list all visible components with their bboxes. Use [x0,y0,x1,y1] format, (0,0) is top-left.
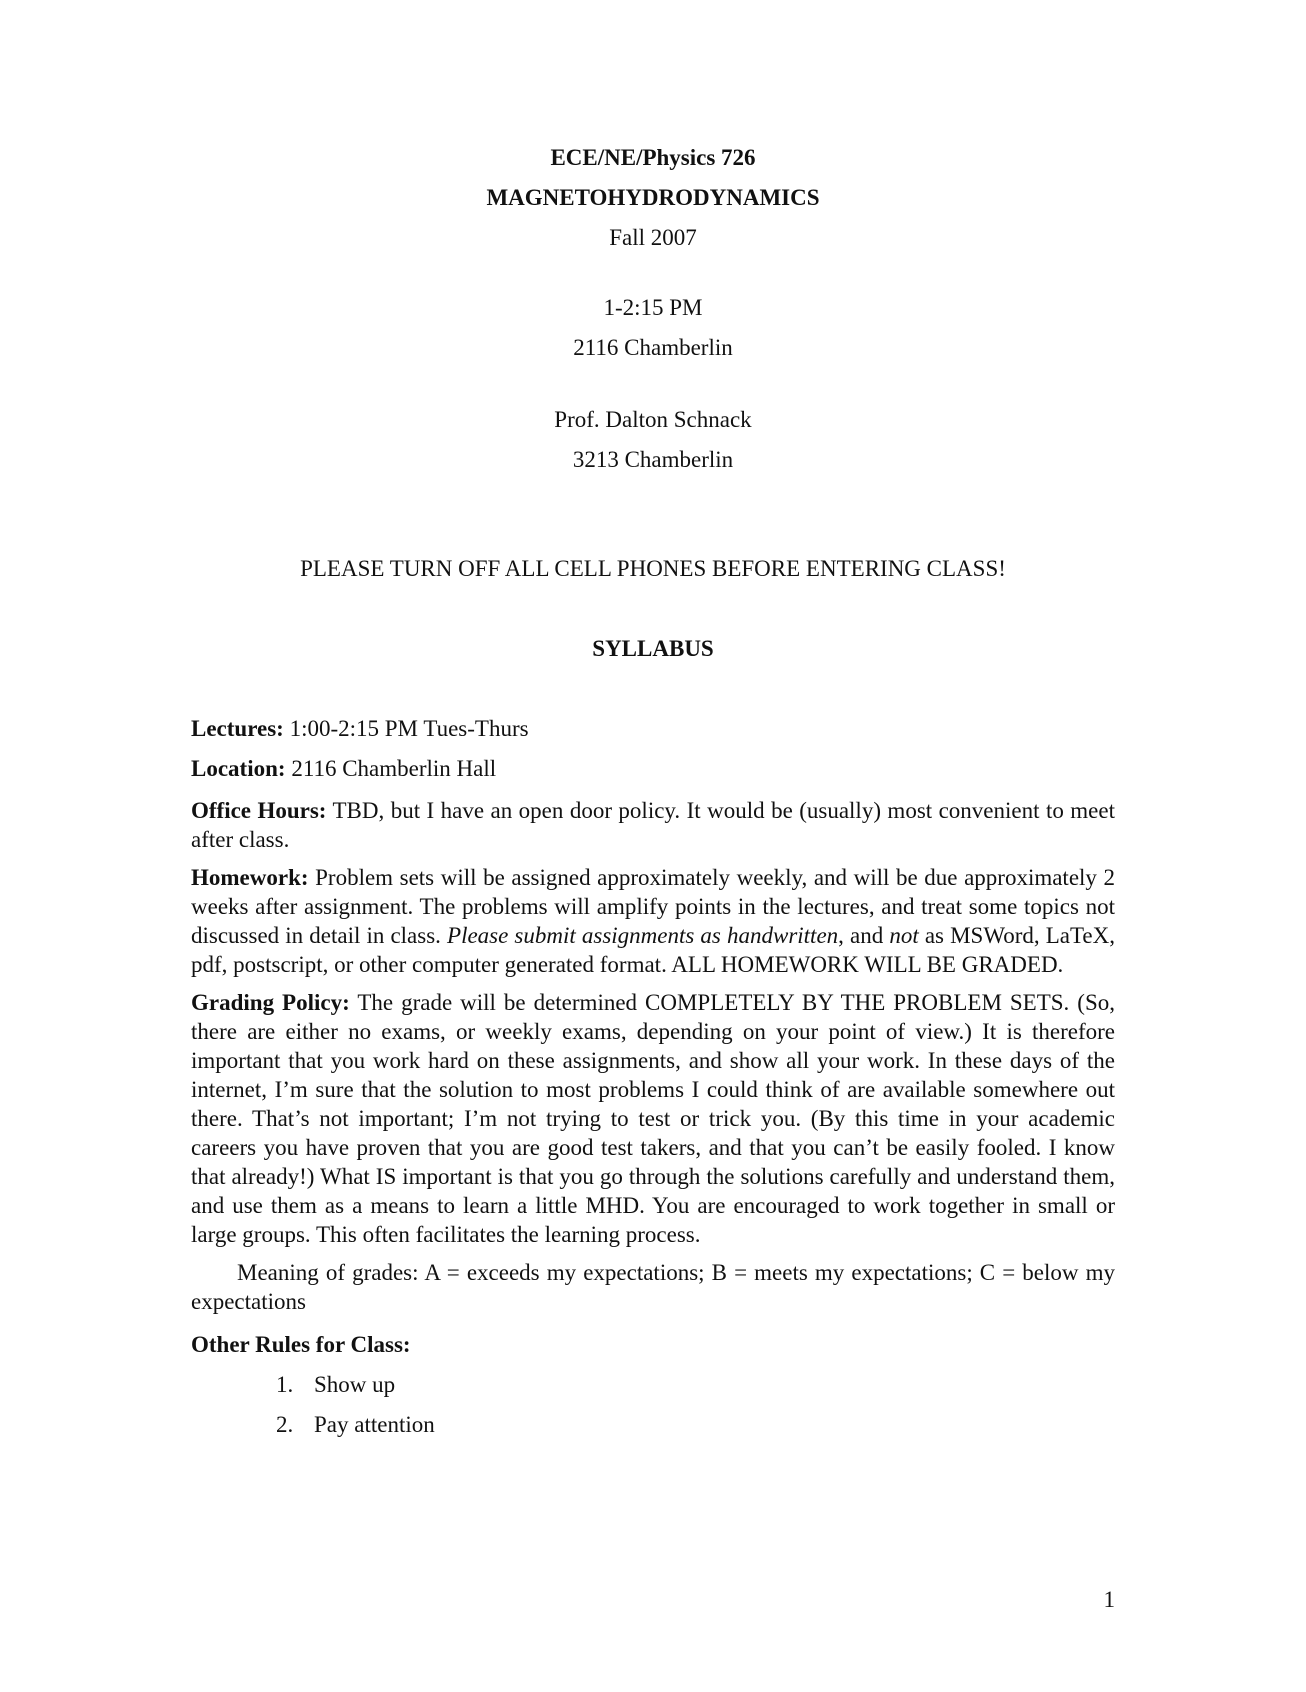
list-item-text: Show up [314,1372,396,1397]
grading-text: The grade will be determined COMPLETELY BY THE PROBLEM SETS. (So, there are either no exams, or weekly exams, depending on your point of view.) It is therefore important that you work hard on these assignments, and show all your work. In these days of the internet, I’m sure that the solution to most problems I could think of are available somewhere out there. That’s not important; I’m not trying to test or trick you. (By this time in your academic careers you have proven that you are good test takers, and that you can’t be easily fooled. I know that already!) What IS important is that you go through the solutions carefully and understand them, and use them as a means to learn a little MHD. You are encouraged to work together in small or large groups. This often facilitates the learning process. [191,990,1115,1247]
course-term: Fall 2007 [609,225,697,250]
instructor-office: 3213 Chamberlin [572,447,734,472]
list-item [276,1365,1115,1405]
location-line [191,749,1115,789]
cell-phone-notice [0,549,1306,589]
homework-italic-1: Please submit assignments as handwritten [447,923,839,948]
lectures-line [191,709,1115,749]
course-title: MAGNETOHYDRODYNAMICS [486,185,820,210]
list-item-number: 1. [276,1372,294,1397]
list-item-number: 2. [276,1412,294,1437]
homework-text-3: as MSWord, LaTeX, pdf, postscript, or other computer generated format. ALL HOMEWORK WILL BE GRADED. [191,923,1115,977]
section-heading [0,629,1306,669]
homework-italic-2: not [889,923,919,948]
course-number: ECE/NE/Physics 726 [550,145,756,170]
instructor-name: Prof. Dalton Schnack [554,407,752,432]
location-text: 2116 Chamberlin Hall [285,756,497,781]
location-label: Location: [191,756,286,781]
lectures-text: 1:00-2:15 PM Tues-Thurs [283,716,529,741]
class-time: 1-2:15 PM [603,295,703,320]
notice-text: PLEASE TURN OFF ALL CELL PHONES BEFORE ENTERING CLASS! [300,556,1006,581]
schedule-block [0,288,1306,368]
instructor-block [0,400,1306,480]
course-header [0,138,1306,258]
office-hours-label: Office Hours: [191,798,327,823]
list-item [276,1405,1115,1445]
rules-list [191,1365,1115,1445]
grading-label: Grading Policy: [191,990,350,1015]
page-number: 1 [1103,1587,1115,1612]
office-hours-text: TBD, but I have an open door policy. It would be (usually) most convenient to meet after class. [191,798,1115,852]
office-hours-paragraph [191,796,1115,854]
grades-meaning-paragraph: Meaning of grades: A = exceeds my expectations; B = meets my expectations; C = below my expectations [191,1260,1115,1314]
homework-paragraph [191,863,1115,979]
homework-text-1: Problem sets will be assigned approximately weekly, and will be due approximately 2 weeks after assignment. The problems will amplify points in the lectures, and treat some topics not discussed in detail in class. [191,865,1115,948]
other-rules-label: Other Rules for Class: [191,1332,411,1357]
homework-text-2: , and [838,923,890,948]
syllabus-body [191,709,1115,1445]
homework-label: Homework: [191,865,309,890]
list-item-text: Pay attention [314,1412,435,1437]
lectures-label: Lectures: [191,716,284,741]
other-rules-heading [191,1325,1115,1365]
grading-paragraph [191,988,1115,1249]
syllabus-title: SYLLABUS [592,636,714,661]
class-room: 2116 Chamberlin [573,335,733,360]
